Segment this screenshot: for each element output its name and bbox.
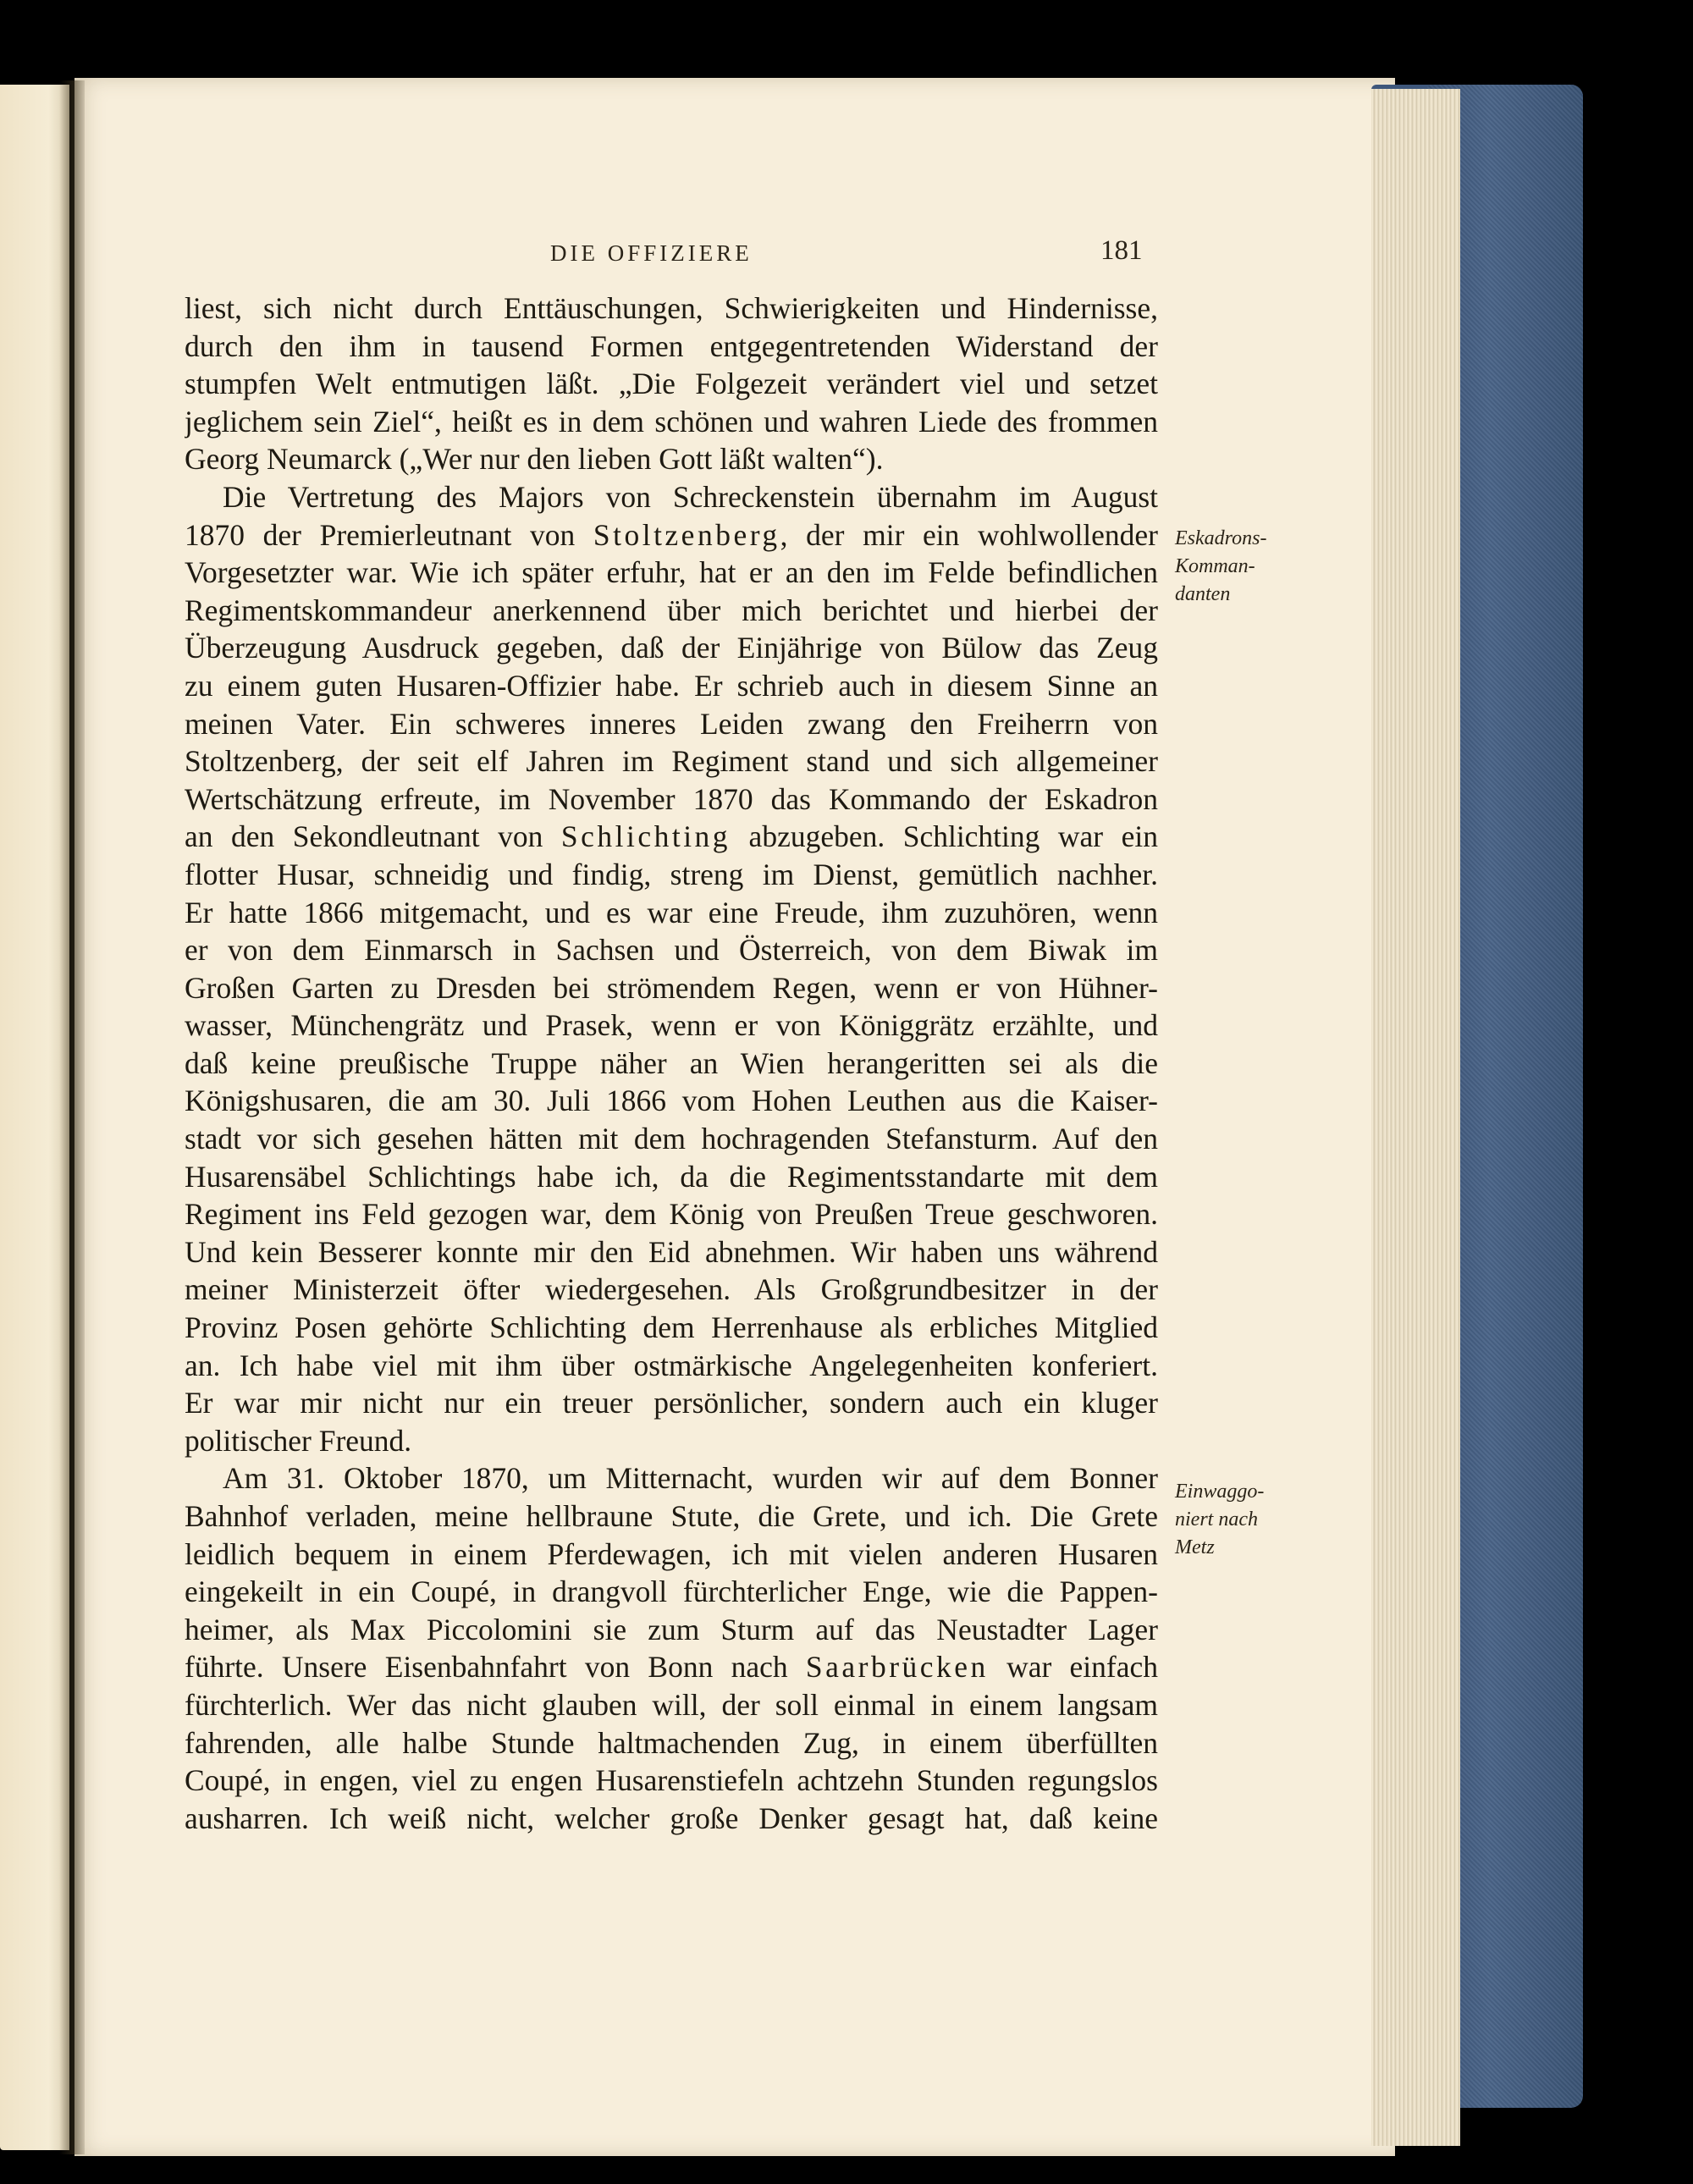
text-line xyxy=(185,818,1158,856)
text-line: Wertschätzung erfreute, im November 1870 das Kommando der Eskadron xyxy=(185,781,1158,816)
text-line: fürchterlich. Wer das nicht glauben will, der soll einmal in einem langsam xyxy=(185,1687,1158,1722)
emphasized-name: Stoltzenberg xyxy=(593,517,780,552)
emphasized-name: Schlichting xyxy=(560,819,731,854)
text-line: Großen Garten zu Dresden bei strömendem Regen, wenn er von Hühner- xyxy=(185,970,1158,1005)
marginal-note-eskadrons xyxy=(1175,525,1266,609)
text-line: flotter Husar, schneidig und findig, streng im Dienst, gemütlich nachher. xyxy=(185,857,1158,891)
text-line: Die Vertretung des Majors von Schreckenstein übernahm im August xyxy=(223,479,1158,514)
text-line xyxy=(185,516,1158,554)
text-line: Am 31. Oktober 1870, um Mitternacht, wurden wir auf dem Bonner xyxy=(223,1461,1158,1496)
text-line: heimer, als Max Piccolomini sie zum Sturm auf das Neustadter Lager xyxy=(185,1612,1158,1646)
text-line: ausharren. Ich weiß nicht, welcher große Denker gesagt hat, daß keine xyxy=(185,1801,1158,1835)
text-segment: , der mir ein wohlwollender xyxy=(780,517,1158,552)
text-segment: war einfach xyxy=(988,1650,1158,1685)
page-block-edges xyxy=(1371,89,1460,2146)
text-line: politischer Freund. xyxy=(185,1423,412,1458)
text-segment: an den Sekondleutnant von xyxy=(185,819,561,854)
text-line: daß keine preußische Truppe näher an Wien herangeritten sei als die xyxy=(185,1045,1158,1080)
text-line: eingekeilt in ein Coupé, in drangvoll fürchterlicher Enge, wie die Pappen- xyxy=(185,1575,1158,1609)
text-line: jeglichem sein Ziel“, heißt es in dem schönen und wahren Liede des frommen xyxy=(185,404,1158,438)
running-title: DIE OFFIZIERE xyxy=(550,240,753,266)
book-gutter xyxy=(59,80,85,2154)
text-line: stumpfen Welt entmutigen läßt. „Die Folgezeit verändert viel und setzet xyxy=(185,367,1158,401)
text-line: Vorgesetzter war. Wie ich später erfuhr, hat er an den im Felde befindlichen xyxy=(185,555,1158,590)
text-line: meiner Ministerzeit öfter wiedergesehen. Als Großgrundbesitzer in der xyxy=(185,1272,1158,1307)
text-line: wasser, Münchengrätz und Prasek, wenn er von Königgrätz erzählte, und xyxy=(185,1008,1158,1043)
text-line: Er hatte 1866 mitgemacht, und es war eine Freude, ihm zuzuhören, wenn xyxy=(185,895,1158,929)
text-line: er von dem Einmarsch in Sachsen und Österreich, von dem Biwak im xyxy=(185,933,1158,968)
marginal-line: Eskadrons- xyxy=(1175,527,1267,549)
text-line: liest, sich nicht durch Enttäuschungen, Schwierigkeiten und Hindernisse, xyxy=(185,291,1158,325)
text-line: Coupé, in engen, viel zu engen Husarenstiefeln achtzehn Stunden regungslos xyxy=(185,1763,1158,1798)
text-line: Er war mir nicht nur ein treuer persönlicher, sondern auch ein kluger xyxy=(185,1386,1158,1420)
text-line xyxy=(185,1648,1158,1686)
text-line: Provinz Posen gehörte Schlichting dem Herrenhause als erbliches Mitglied xyxy=(185,1310,1158,1345)
emphasized-name: Saarbrücken xyxy=(805,1650,989,1685)
marginal-line: Einwaggo- xyxy=(1175,1481,1265,1503)
marginal-line: Komman- xyxy=(1175,555,1255,577)
text-line: zu einem guten Husaren-Offizier habe. Er schrieb auch in diesem Sinne an xyxy=(185,668,1158,703)
marginal-line: Metz xyxy=(1175,1536,1215,1558)
body-text xyxy=(185,290,1158,1837)
text-line: meinen Vater. Ein schweres inneres Leiden zwang den Freiherrn von xyxy=(185,706,1158,741)
text-segment: führte. Unsere Eisenbahnfahrt von Bonn nach xyxy=(185,1650,806,1685)
text-line: fahrenden, alle halbe Stunde haltmachenden Zug, in einem überfüllten xyxy=(185,1725,1158,1760)
text-line: Stoltzenberg, der seit elf Jahren im Regiment stand und sich allgemeiner xyxy=(185,744,1158,779)
text-line: Husarensäbel Schlichtings habe ich, da die Regimentsstandarte mit dem xyxy=(185,1159,1158,1194)
page-number: 181 xyxy=(1100,235,1143,266)
text-line: leidlich bequem in einem Pferdewagen, ich mit vielen anderen Husaren xyxy=(185,1536,1158,1571)
text-line: stadt vor sich gesehen hätten mit dem hochragenden Stefansturm. Auf den xyxy=(185,1122,1158,1156)
text-line: Regiment ins Feld gezogen war, dem König von Preußen Treue geschworen. xyxy=(185,1197,1158,1232)
marginal-note-einwaggoniert xyxy=(1175,1478,1264,1562)
text-line: Bahnhof verladen, meine hellbraune Stute, die Grete, und ich. Die Grete xyxy=(185,1499,1158,1533)
text-line: an. Ich habe viel mit ihm über ostmärkische Angelegenheiten konferiert. xyxy=(185,1348,1158,1382)
text-line: Regimentskommandeur anerkennend über mich berichtet und hierbei der xyxy=(185,593,1158,627)
marginal-line: niert nach xyxy=(1175,1508,1258,1530)
text-line: Georg Neumarck („Wer nur den lieben Gott läßt walten“). xyxy=(185,442,884,477)
text-segment: abzugeben. Schlichting war ein xyxy=(731,819,1158,854)
text-line: Und kein Besserer konnte mir den Eid abnehmen. Wir haben uns während xyxy=(185,1234,1158,1269)
text-line: durch den ihm in tausend Formen entgegentretenden Widerstand der xyxy=(185,328,1158,363)
text-line: Überzeugung Ausdruck gegeben, daß der Einjährige von Bülow das Zeug xyxy=(185,631,1158,665)
text-segment: 1870 der Premierleutnant von xyxy=(185,517,593,552)
text-line: Königshusaren, die am 30. Juli 1866 vom Hohen Leuthen aus die Kaiser- xyxy=(185,1084,1158,1118)
marginal-line: danten xyxy=(1175,583,1231,605)
